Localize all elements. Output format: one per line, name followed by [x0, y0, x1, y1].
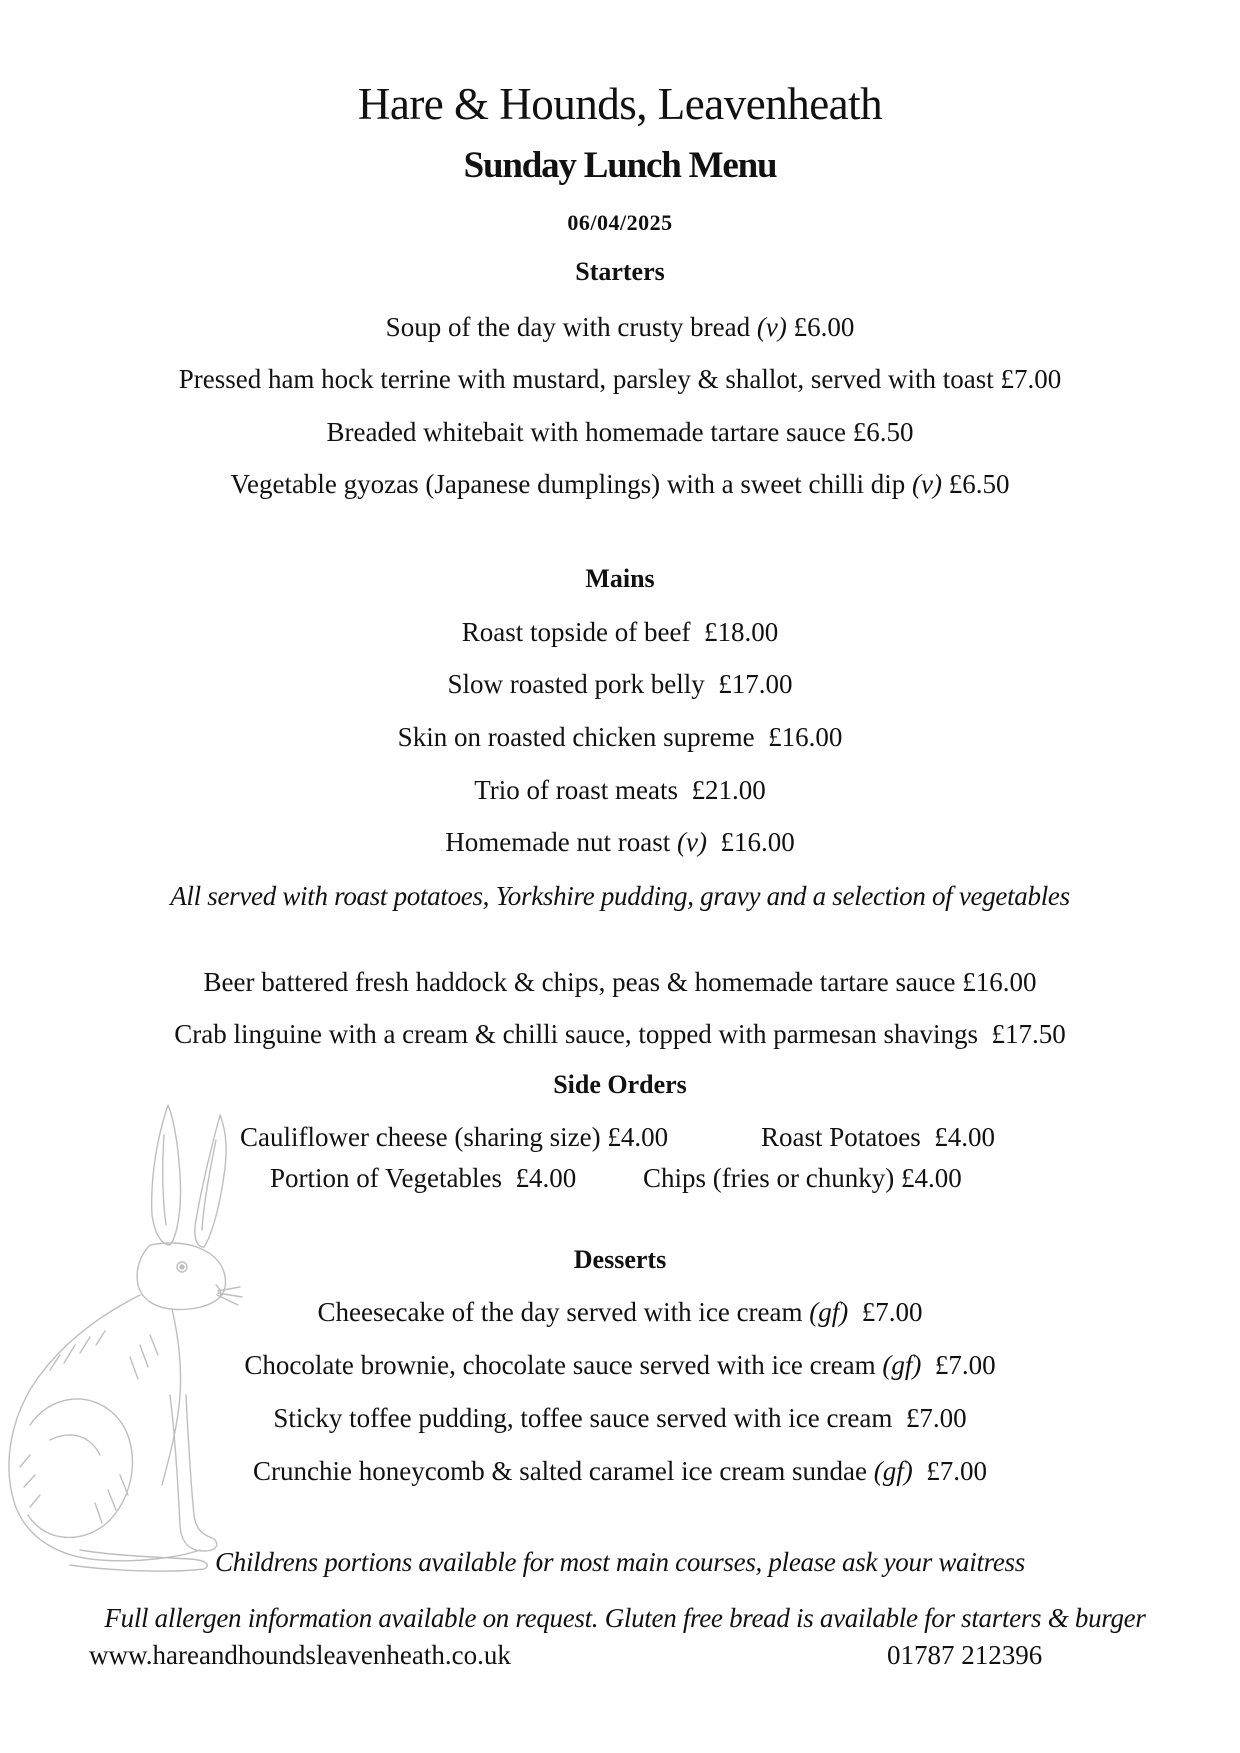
main-item: Roast topside of beef £18.00: [461, 617, 779, 647]
mains-heading: Mains: [585, 564, 655, 593]
children-note: Childrens portions available for most main courses, please ask your waitress: [215, 1547, 1025, 1577]
main-item: Beer battered fresh haddock & chips, peas & homemade tartare sauce £16.00: [203, 967, 1037, 997]
main-item: Crab linguine with a cream & chilli sauce, topped with parmesan shavings £17.50: [174, 1019, 1066, 1049]
main-item: Homemade nut roast (v) £16.00: [445, 827, 795, 857]
menu-title: Sunday Lunch Menu: [463, 145, 777, 186]
menu-date: 06/04/2025: [567, 210, 673, 235]
desserts-heading: Desserts: [573, 1245, 667, 1274]
main-item: Slow roasted pork belly £17.00: [447, 669, 793, 699]
dessert-item: Chocolate brownie, chocolate sauce served with ice cream (gf) £7.00: [244, 1350, 996, 1380]
roast-note: All served with roast potatoes, Yorkshire pudding, gravy and a selection of vegetables: [170, 881, 1070, 911]
phone-number: 01787 212396: [887, 1640, 1043, 1670]
sides-heading: Side Orders: [553, 1070, 687, 1099]
main-item: Skin on roasted chicken supreme £16.00: [397, 722, 843, 752]
hare-illustration: [0, 1095, 250, 1575]
side-item: Roast Potatoes £4.00: [761, 1122, 995, 1152]
side-item: Portion of Vegetables £4.00: [270, 1163, 577, 1193]
dessert-item: Crunchie honeycomb & salted caramel ice cream sundae (gf) £7.00: [253, 1456, 987, 1486]
starters-heading: Starters: [575, 257, 665, 286]
allergen-note: Full allergen information available on request. Gluten free bread is available for starters & burger: [104, 1603, 1146, 1633]
side-item: Cauliflower cheese (sharing size) £4.00: [240, 1122, 669, 1152]
dessert-item: Sticky toffee pudding, toffee sauce served with ice cream £7.00: [273, 1403, 967, 1433]
starter-item: Pressed ham hock terrine with mustard, parsley & shallot, served with toast £7.00: [178, 364, 1062, 394]
starter-item: Soup of the day with crusty bread (v) £6.00: [385, 312, 855, 342]
starter-item: Breaded whitebait with homemade tartare sauce £6.50: [326, 417, 914, 447]
starter-item: Vegetable gyozas (Japanese dumplings) with a sweet chilli dip (v) £6.50: [230, 469, 1010, 499]
restaurant-name: Hare & Hounds, Leavenheath: [357, 79, 883, 129]
website-link[interactable]: www.hareandhoundsleavenheath.co.uk: [89, 1640, 511, 1670]
main-item: Trio of roast meats £21.00: [474, 775, 766, 805]
side-item: Chips (fries or chunky) £4.00: [643, 1163, 962, 1193]
dessert-item: Cheesecake of the day served with ice cream (gf) £7.00: [317, 1297, 923, 1327]
